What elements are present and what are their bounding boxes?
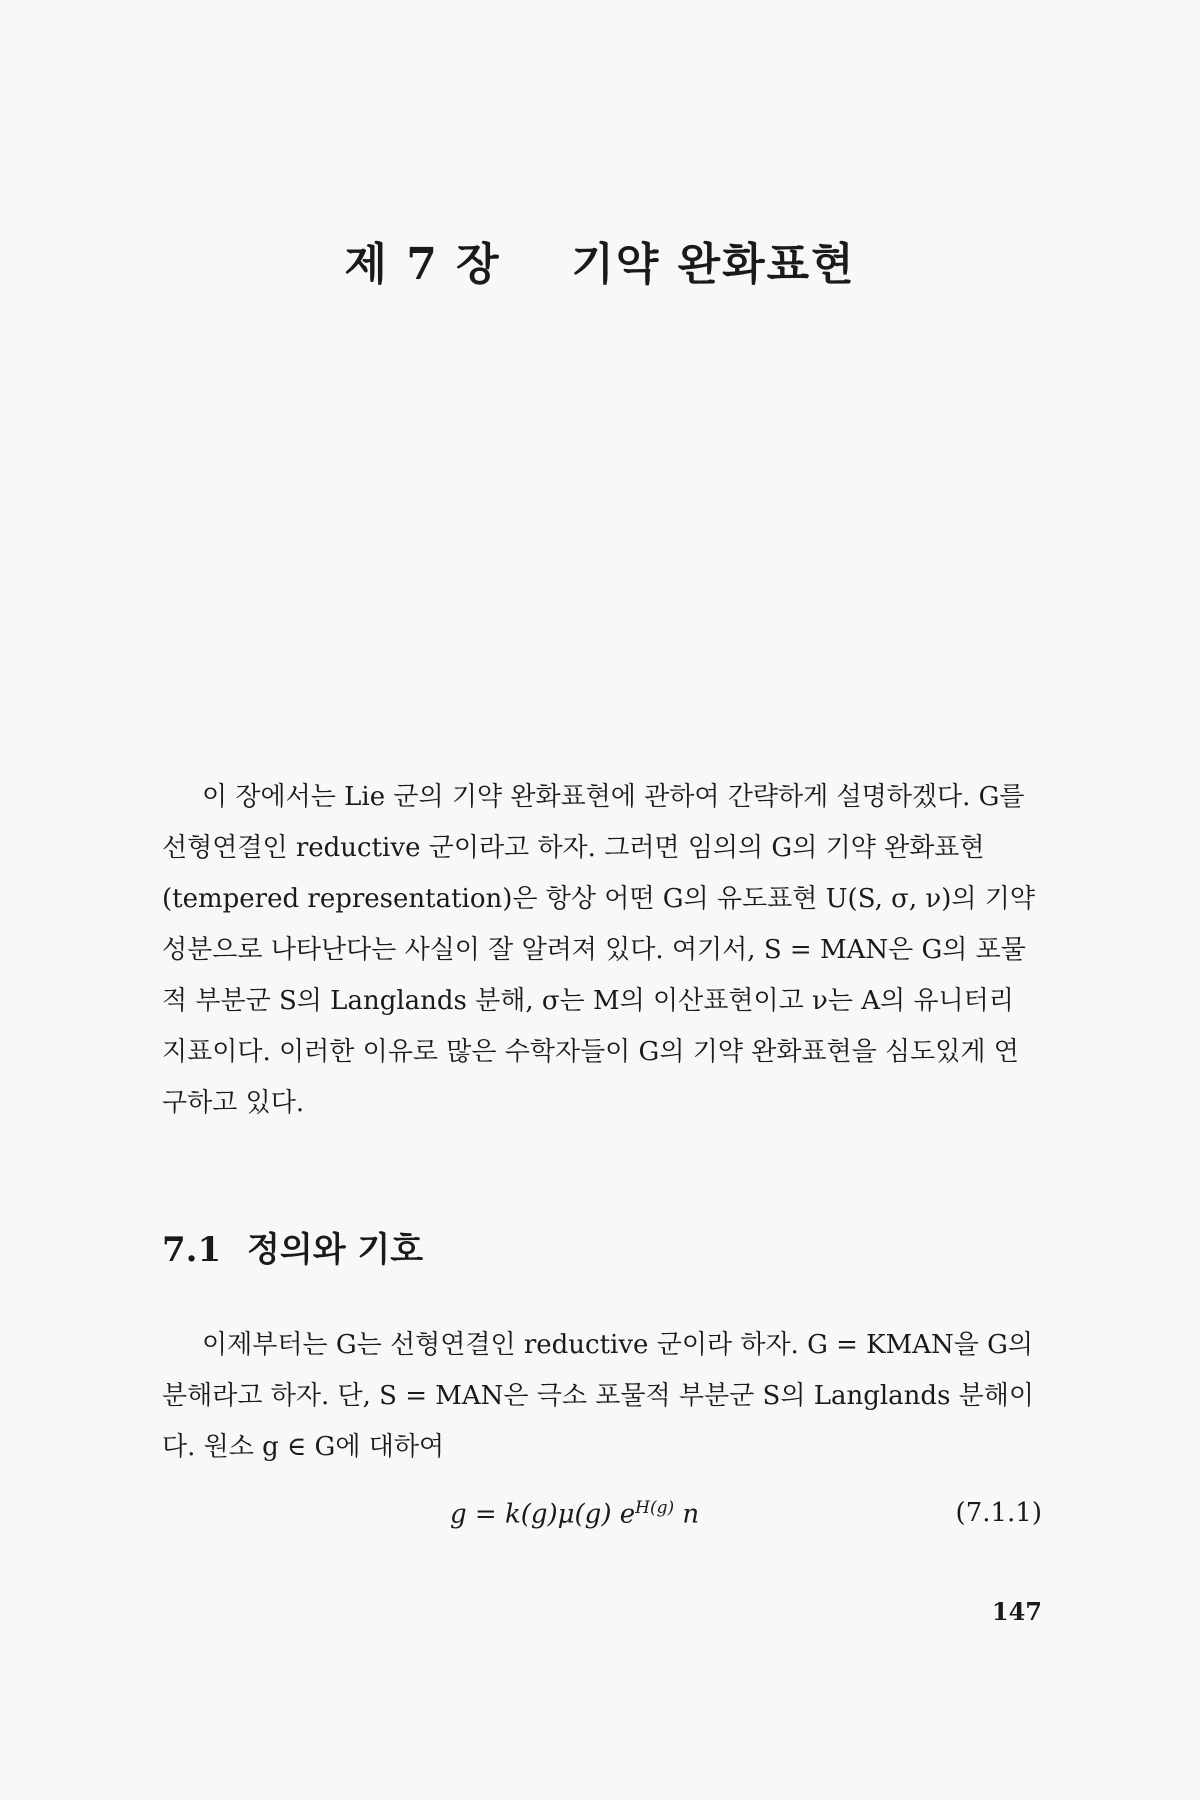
equation-lhs: g = k(g)μ(g) e bbox=[450, 1499, 636, 1530]
page-number: 147 bbox=[991, 1597, 1042, 1626]
section-text: 이제부터는 G는 선형연결인 reductive 군이라 하자. G = KMAN을 G의 분해라고 하자. 단, S = MAN은 극소 포물적 부분군 S의 Langlands 분해이다. 원소 g ∈ G에 대하여 bbox=[162, 1330, 1035, 1462]
intro-text: 이 장에서는 Lie 군의 기약 완화표현에 관하여 간략하게 설명하겠다. G를 선형연결인 reductive 군이라고 하자. 그러면 임의의 G의 기약 완화표현(tempered representation)은 항상 어떤 G의 유도표현 U(S, σ, ν)의 기약성분으로 나타난다는 사실이 잘 알려져 있다. 여기서, S = MAN은 G의 포물적 부분군 S의 Langlands 분해, σ는 M의 이산표현이고 ν는 A의 유니터리 지표이다. 이러한 이유로 많은 수학자들이 G의 기약 완화표현을 심도있게 연구하고 있다. bbox=[162, 782, 1035, 1118]
chapter-label-suffix: 장 bbox=[456, 239, 501, 290]
chapter-title bbox=[0, 228, 1200, 292]
chapter-label-prefix: 제 bbox=[344, 239, 389, 290]
equation-rhs: n bbox=[674, 1499, 700, 1530]
chapter-title-text: 기약 완화표현 bbox=[571, 239, 856, 290]
section-heading bbox=[162, 1222, 423, 1271]
equation-number: (7.1.1) bbox=[955, 1498, 1042, 1528]
section-title-text: 정의와 기호 bbox=[247, 1230, 424, 1270]
section-paragraph bbox=[162, 1320, 1042, 1473]
intro-paragraph bbox=[162, 772, 1042, 1129]
equation bbox=[450, 1498, 699, 1530]
equation-exponent: H(g) bbox=[635, 1498, 675, 1518]
chapter-number: 7 bbox=[406, 239, 439, 290]
section-number: 7.1 bbox=[162, 1230, 222, 1270]
